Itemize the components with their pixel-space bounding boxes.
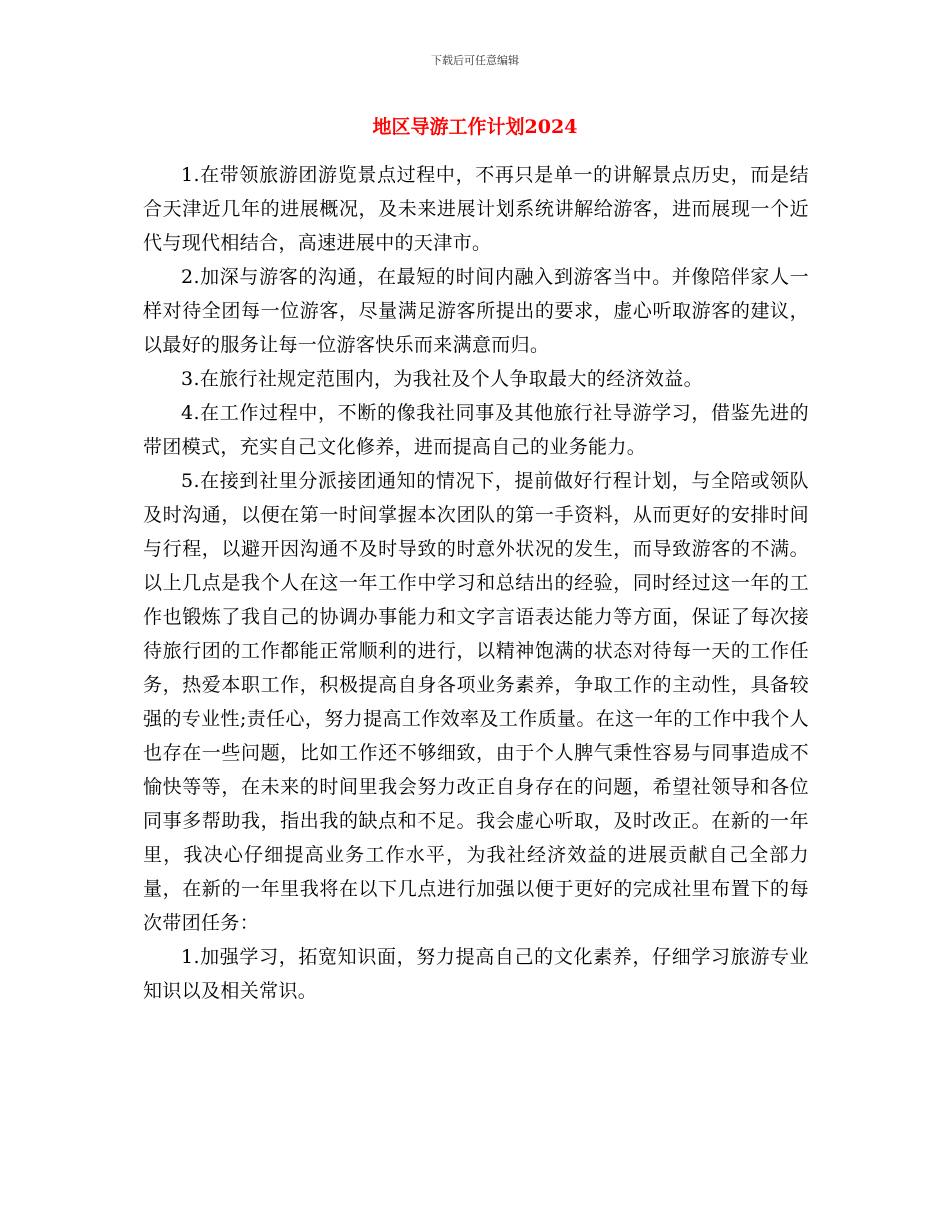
- document-body: [143, 158, 809, 1008]
- paragraph-2: 2.加深与游客的沟通，在最短的时间内融入到游客当中。并像陪伴家人一样对待全团每一位游客，尽量满足游客所提出的要求，虚心听取游客的建议，以最好的服务让每一位游客快乐而来满意而归。: [143, 266, 809, 356]
- document-title: 地区导游工作计划2024: [372, 116, 578, 138]
- paragraph-5: 5.在接到社里分派接团通知的情况下，提前做好行程计划，与全陪或领队及时沟通，以便在第一时间掌握本次团队的第一手资料，从而更好的安排时间与行程，以避开因沟通不及时导致的时意外状况的发生，而导致游客的不满。以上几点是我个人在这一年工作中学习和总结出的经验，同时经过这一年的工作也锻炼了我自己的协调办事能力和文字言语表达能力等方面，保证了每次接待旅行团的工作都能正常顺利的进行，以精神饱满的状态对待每一天的工作任务，热爱本职工作，积极提高自身各项业务素养，争取工作的主动性，具备较强的专业性;责任心，努力提高工作效率及工作质量。在这一年的工作中我个人也存在一些问题，比如工作还不够细致，由于个人脾气秉性容易与同事造成不愉快等等，在未来的时间里我会努力改正自身存在的问题，希望社领导和各位同事多帮助我，指出我的缺点和不足。我会虚心听取，及时改正。在新的一年里，我决心仔细提高业务工作水平，为我社经济效益的进展贡献自己全部力量，在新的一年里我将在以下几点进行加强以便于更好的完成社里布置下的每次带团任务：: [143, 470, 809, 934]
- page-header-note: 下载后可任意编辑: [431, 54, 519, 67]
- paragraph-4: 4.在工作过程中，不断的像我社同事及其他旅行社导游学习，借鉴先进的带团模式，充实自己文化修养，进而提高自己的业务能力。: [143, 402, 809, 458]
- paragraph-6: 1.加强学习，拓宽知识面，努力提高自己的文化素养，仔细学习旅游专业知识以及相关常识。: [143, 946, 809, 1002]
- paragraph-3: 3.在旅行社规定范围内，为我社及个人争取最大的经济效益。: [181, 368, 703, 390]
- paragraph-1: 1.在带领旅游团游览景点过程中，不再只是单一的讲解景点历史，而是结合天津近几年的进展概况，及未来进展计划系统讲解给游客，进而展现一个近代与现代相结合，高速进展中的天津市。: [143, 164, 809, 254]
